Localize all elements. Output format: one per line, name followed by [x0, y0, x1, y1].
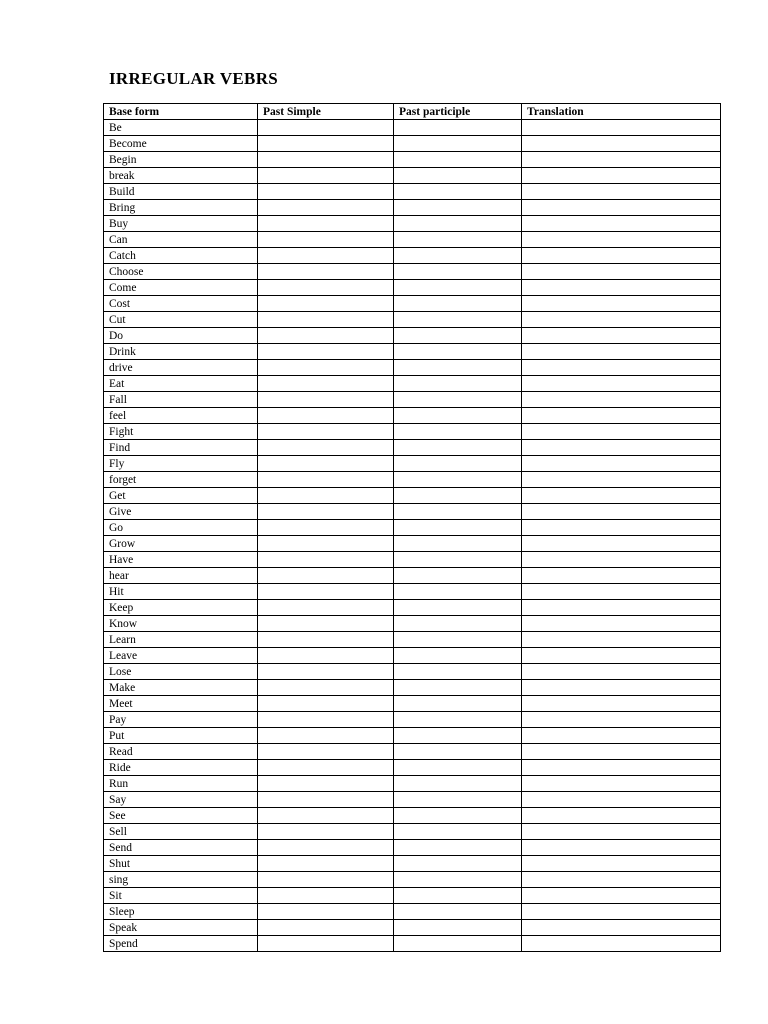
- past-participle-cell[interactable]: [394, 872, 522, 888]
- table-row: [104, 696, 721, 712]
- past-participle-cell[interactable]: [394, 456, 522, 472]
- translation-cell[interactable]: [522, 824, 721, 840]
- base-form-cell: drive: [104, 360, 258, 376]
- base-form-cell: Have: [104, 552, 258, 568]
- past-participle-cell[interactable]: [394, 360, 522, 376]
- past-participle-cell[interactable]: [394, 504, 522, 520]
- past-participle-cell[interactable]: [394, 536, 522, 552]
- table-row: [104, 712, 721, 728]
- base-form-cell: sing: [104, 872, 258, 888]
- past-participle-cell[interactable]: [394, 760, 522, 776]
- past-participle-cell[interactable]: [394, 584, 522, 600]
- translation-cell[interactable]: [522, 440, 721, 456]
- base-form-cell: Begin: [104, 152, 258, 168]
- translation-cell[interactable]: [522, 456, 721, 472]
- table-row: [104, 728, 721, 744]
- table-row: [104, 648, 721, 664]
- translation-cell[interactable]: [522, 856, 721, 872]
- translation-cell[interactable]: [522, 600, 721, 616]
- translation-cell[interactable]: [522, 616, 721, 632]
- past-simple-cell[interactable]: [258, 264, 394, 280]
- past-simple-cell[interactable]: [258, 392, 394, 408]
- table-row: [104, 792, 721, 808]
- past-simple-cell[interactable]: [258, 616, 394, 632]
- past-simple-cell[interactable]: [258, 664, 394, 680]
- irregular-verbs-table: [103, 103, 721, 952]
- past-simple-cell[interactable]: [258, 920, 394, 936]
- base-form-cell: Fall: [104, 392, 258, 408]
- past-participle-cell[interactable]: [394, 568, 522, 584]
- table-row: [104, 888, 721, 904]
- base-form-cell: Ride: [104, 760, 258, 776]
- table-row: [104, 328, 721, 344]
- past-simple-cell[interactable]: [258, 728, 394, 744]
- past-simple-cell[interactable]: [258, 568, 394, 584]
- base-form-cell: Lose: [104, 664, 258, 680]
- translation-cell[interactable]: [522, 472, 721, 488]
- base-form-cell: Grow: [104, 536, 258, 552]
- base-form-cell: Cost: [104, 296, 258, 312]
- past-participle-cell[interactable]: [394, 632, 522, 648]
- page-title: IRREGULAR VEBRS: [109, 69, 279, 88]
- translation-cell[interactable]: [522, 728, 721, 744]
- past-simple-cell[interactable]: [258, 280, 394, 296]
- past-participle-cell[interactable]: [394, 184, 522, 200]
- past-simple-cell[interactable]: [258, 248, 394, 264]
- past-simple-cell[interactable]: [258, 904, 394, 920]
- table-body: [104, 120, 721, 952]
- base-form-cell: Speak: [104, 920, 258, 936]
- base-form-cell: Give: [104, 504, 258, 520]
- past-participle-cell[interactable]: [394, 120, 522, 136]
- translation-cell[interactable]: [522, 200, 721, 216]
- base-form-cell: Sit: [104, 888, 258, 904]
- past-participle-cell[interactable]: [394, 344, 522, 360]
- past-simple-cell[interactable]: [258, 584, 394, 600]
- translation-cell[interactable]: [522, 760, 721, 776]
- table-row: [104, 280, 721, 296]
- base-form-cell: Spend: [104, 936, 258, 952]
- base-form-cell: Leave: [104, 648, 258, 664]
- table-row: [104, 488, 721, 504]
- table-row: [104, 872, 721, 888]
- base-form-cell: Cut: [104, 312, 258, 328]
- translation-cell[interactable]: [522, 536, 721, 552]
- past-simple-cell[interactable]: [258, 872, 394, 888]
- table-row: [104, 840, 721, 856]
- past-participle-cell[interactable]: [394, 200, 522, 216]
- base-form-cell: Become: [104, 136, 258, 152]
- table-row: [104, 632, 721, 648]
- translation-cell[interactable]: [522, 360, 721, 376]
- past-participle-cell[interactable]: [394, 280, 522, 296]
- past-participle-cell[interactable]: [394, 824, 522, 840]
- header-base-form: Base form: [104, 104, 258, 120]
- past-simple-cell[interactable]: [258, 312, 394, 328]
- translation-cell[interactable]: [522, 328, 721, 344]
- base-form-cell: feel: [104, 408, 258, 424]
- translation-cell[interactable]: [522, 648, 721, 664]
- past-simple-cell[interactable]: [258, 824, 394, 840]
- table-row: [104, 776, 721, 792]
- translation-cell[interactable]: [522, 376, 721, 392]
- past-participle-cell[interactable]: [394, 552, 522, 568]
- table-row: [104, 600, 721, 616]
- past-participle-cell[interactable]: [394, 808, 522, 824]
- past-simple-cell[interactable]: [258, 216, 394, 232]
- past-participle-cell[interactable]: [394, 392, 522, 408]
- translation-cell[interactable]: [522, 504, 721, 520]
- translation-cell[interactable]: [522, 632, 721, 648]
- table-header-row: [104, 104, 721, 120]
- past-simple-cell[interactable]: [258, 520, 394, 536]
- translation-cell[interactable]: [522, 920, 721, 936]
- past-simple-cell[interactable]: [258, 888, 394, 904]
- table-row: [104, 744, 721, 760]
- table-row: [104, 472, 721, 488]
- past-simple-cell[interactable]: [258, 360, 394, 376]
- past-simple-cell[interactable]: [258, 632, 394, 648]
- table-row: [104, 504, 721, 520]
- base-form-cell: Do: [104, 328, 258, 344]
- header-past-participle: Past participle: [394, 104, 522, 120]
- table-row: [104, 424, 721, 440]
- base-form-cell: Choose: [104, 264, 258, 280]
- past-simple-cell[interactable]: [258, 344, 394, 360]
- base-form-cell: Run: [104, 776, 258, 792]
- past-simple-cell[interactable]: [258, 232, 394, 248]
- past-simple-cell[interactable]: [258, 808, 394, 824]
- table-row: [104, 200, 721, 216]
- table-row: [104, 456, 721, 472]
- translation-cell[interactable]: [522, 808, 721, 824]
- past-simple-cell[interactable]: [258, 440, 394, 456]
- past-participle-cell[interactable]: [394, 376, 522, 392]
- table-row: [104, 264, 721, 280]
- translation-cell[interactable]: [522, 232, 721, 248]
- past-simple-cell[interactable]: [258, 424, 394, 440]
- base-form-cell: Put: [104, 728, 258, 744]
- past-participle-cell[interactable]: [394, 136, 522, 152]
- past-participle-cell[interactable]: [394, 168, 522, 184]
- past-simple-cell[interactable]: [258, 152, 394, 168]
- base-form-cell: Catch: [104, 248, 258, 264]
- translation-cell[interactable]: [522, 792, 721, 808]
- base-form-cell: break: [104, 168, 258, 184]
- table-row: [104, 520, 721, 536]
- table-row: [104, 168, 721, 184]
- translation-cell[interactable]: [522, 184, 721, 200]
- table-row: [104, 664, 721, 680]
- base-form-cell: Say: [104, 792, 258, 808]
- translation-cell[interactable]: [522, 520, 721, 536]
- base-form-cell: Meet: [104, 696, 258, 712]
- base-form-cell: Hit: [104, 584, 258, 600]
- base-form-cell: forget: [104, 472, 258, 488]
- base-form-cell: Buy: [104, 216, 258, 232]
- header-translation: Translation: [522, 104, 721, 120]
- translation-cell[interactable]: [522, 344, 721, 360]
- past-participle-cell[interactable]: [394, 424, 522, 440]
- past-participle-cell[interactable]: [394, 696, 522, 712]
- translation-cell[interactable]: [522, 136, 721, 152]
- table-row: [104, 136, 721, 152]
- base-form-cell: Pay: [104, 712, 258, 728]
- translation-cell[interactable]: [522, 424, 721, 440]
- past-simple-cell[interactable]: [258, 712, 394, 728]
- table-row: [104, 376, 721, 392]
- translation-cell[interactable]: [522, 712, 721, 728]
- past-participle-cell[interactable]: [394, 296, 522, 312]
- base-form-cell: Build: [104, 184, 258, 200]
- table-row: [104, 248, 721, 264]
- past-simple-cell[interactable]: [258, 648, 394, 664]
- translation-cell[interactable]: [522, 168, 721, 184]
- past-simple-cell[interactable]: [258, 136, 394, 152]
- past-simple-cell[interactable]: [258, 680, 394, 696]
- table-row: [104, 184, 721, 200]
- past-simple-cell[interactable]: [258, 840, 394, 856]
- header-past-simple: Past Simple: [258, 104, 394, 120]
- base-form-cell: Eat: [104, 376, 258, 392]
- table-row: [104, 760, 721, 776]
- base-form-cell: Come: [104, 280, 258, 296]
- translation-cell[interactable]: [522, 776, 721, 792]
- base-form-cell: Can: [104, 232, 258, 248]
- past-simple-cell[interactable]: [258, 600, 394, 616]
- base-form-cell: Go: [104, 520, 258, 536]
- table-row: [104, 312, 721, 328]
- base-form-cell: Know: [104, 616, 258, 632]
- past-simple-cell[interactable]: [258, 296, 394, 312]
- past-participle-cell[interactable]: [394, 440, 522, 456]
- table-row: [104, 568, 721, 584]
- table-row: [104, 584, 721, 600]
- base-form-cell: Drink: [104, 344, 258, 360]
- past-simple-cell[interactable]: [258, 184, 394, 200]
- past-participle-cell[interactable]: [394, 152, 522, 168]
- past-participle-cell[interactable]: [394, 408, 522, 424]
- past-simple-cell[interactable]: [258, 936, 394, 952]
- base-form-cell: Read: [104, 744, 258, 760]
- base-form-cell: Find: [104, 440, 258, 456]
- translation-cell[interactable]: [522, 888, 721, 904]
- past-participle-cell[interactable]: [394, 648, 522, 664]
- translation-cell[interactable]: [522, 216, 721, 232]
- translation-cell[interactable]: [522, 904, 721, 920]
- base-form-cell: Be: [104, 120, 258, 136]
- table-row: [104, 904, 721, 920]
- translation-cell[interactable]: [522, 120, 721, 136]
- translation-cell[interactable]: [522, 568, 721, 584]
- past-simple-cell[interactable]: [258, 552, 394, 568]
- past-participle-cell[interactable]: [394, 232, 522, 248]
- translation-cell[interactable]: [522, 584, 721, 600]
- past-participle-cell[interactable]: [394, 904, 522, 920]
- past-participle-cell[interactable]: [394, 248, 522, 264]
- base-form-cell: Make: [104, 680, 258, 696]
- translation-cell[interactable]: [522, 488, 721, 504]
- table-row: [104, 232, 721, 248]
- base-form-cell: Fight: [104, 424, 258, 440]
- past-participle-cell[interactable]: [394, 776, 522, 792]
- table-row: [104, 824, 721, 840]
- past-simple-cell[interactable]: [258, 744, 394, 760]
- past-participle-cell[interactable]: [394, 264, 522, 280]
- translation-cell[interactable]: [522, 552, 721, 568]
- past-participle-cell[interactable]: [394, 792, 522, 808]
- table-row: [104, 552, 721, 568]
- base-form-cell: Sleep: [104, 904, 258, 920]
- base-form-cell: See: [104, 808, 258, 824]
- translation-cell[interactable]: [522, 408, 721, 424]
- past-participle-cell[interactable]: [394, 840, 522, 856]
- past-simple-cell[interactable]: [258, 488, 394, 504]
- past-simple-cell[interactable]: [258, 792, 394, 808]
- base-form-cell: Sell: [104, 824, 258, 840]
- past-simple-cell[interactable]: [258, 328, 394, 344]
- translation-cell[interactable]: [522, 696, 721, 712]
- table-row: [104, 344, 721, 360]
- translation-cell[interactable]: [522, 872, 721, 888]
- translation-cell[interactable]: [522, 936, 721, 952]
- translation-cell[interactable]: [522, 280, 721, 296]
- past-simple-cell[interactable]: [258, 168, 394, 184]
- table-row: [104, 216, 721, 232]
- base-form-cell: Send: [104, 840, 258, 856]
- past-simple-cell[interactable]: [258, 760, 394, 776]
- base-form-cell: Fly: [104, 456, 258, 472]
- table-row: [104, 440, 721, 456]
- past-participle-cell[interactable]: [394, 328, 522, 344]
- translation-cell[interactable]: [522, 664, 721, 680]
- past-simple-cell[interactable]: [258, 776, 394, 792]
- past-participle-cell[interactable]: [394, 888, 522, 904]
- table-row: [104, 936, 721, 952]
- past-simple-cell[interactable]: [258, 456, 394, 472]
- past-simple-cell[interactable]: [258, 472, 394, 488]
- translation-cell[interactable]: [522, 296, 721, 312]
- past-participle-cell[interactable]: [394, 936, 522, 952]
- past-participle-cell[interactable]: [394, 312, 522, 328]
- past-participle-cell[interactable]: [394, 600, 522, 616]
- past-simple-cell[interactable]: [258, 120, 394, 136]
- translation-cell[interactable]: [522, 312, 721, 328]
- table-row: [104, 680, 721, 696]
- past-participle-cell[interactable]: [394, 712, 522, 728]
- past-simple-cell[interactable]: [258, 696, 394, 712]
- past-participle-cell[interactable]: [394, 616, 522, 632]
- table-row: [104, 120, 721, 136]
- translation-cell[interactable]: [522, 392, 721, 408]
- translation-cell[interactable]: [522, 744, 721, 760]
- table-row: [104, 808, 721, 824]
- base-form-cell: Shut: [104, 856, 258, 872]
- past-participle-cell[interactable]: [394, 520, 522, 536]
- base-form-cell: Keep: [104, 600, 258, 616]
- past-participle-cell[interactable]: [394, 472, 522, 488]
- past-participle-cell[interactable]: [394, 920, 522, 936]
- table-row: [104, 856, 721, 872]
- past-participle-cell[interactable]: [394, 488, 522, 504]
- past-simple-cell[interactable]: [258, 376, 394, 392]
- base-form-cell: Bring: [104, 200, 258, 216]
- past-participle-cell[interactable]: [394, 728, 522, 744]
- table-row: [104, 920, 721, 936]
- translation-cell[interactable]: [522, 248, 721, 264]
- translation-cell[interactable]: [522, 680, 721, 696]
- past-participle-cell[interactable]: [394, 856, 522, 872]
- translation-cell[interactable]: [522, 264, 721, 280]
- past-simple-cell[interactable]: [258, 856, 394, 872]
- past-participle-cell[interactable]: [394, 744, 522, 760]
- translation-cell[interactable]: [522, 152, 721, 168]
- past-simple-cell[interactable]: [258, 536, 394, 552]
- table-row: [104, 360, 721, 376]
- table-row: [104, 616, 721, 632]
- past-simple-cell[interactable]: [258, 408, 394, 424]
- past-simple-cell[interactable]: [258, 200, 394, 216]
- past-participle-cell[interactable]: [394, 216, 522, 232]
- base-form-cell: hear: [104, 568, 258, 584]
- translation-cell[interactable]: [522, 840, 721, 856]
- base-form-cell: Get: [104, 488, 258, 504]
- table-row: [104, 392, 721, 408]
- base-form-cell: Learn: [104, 632, 258, 648]
- past-simple-cell[interactable]: [258, 504, 394, 520]
- past-participle-cell[interactable]: [394, 664, 522, 680]
- table-row: [104, 536, 721, 552]
- past-participle-cell[interactable]: [394, 680, 522, 696]
- table-row: [104, 152, 721, 168]
- table-row: [104, 296, 721, 312]
- table-row: [104, 408, 721, 424]
